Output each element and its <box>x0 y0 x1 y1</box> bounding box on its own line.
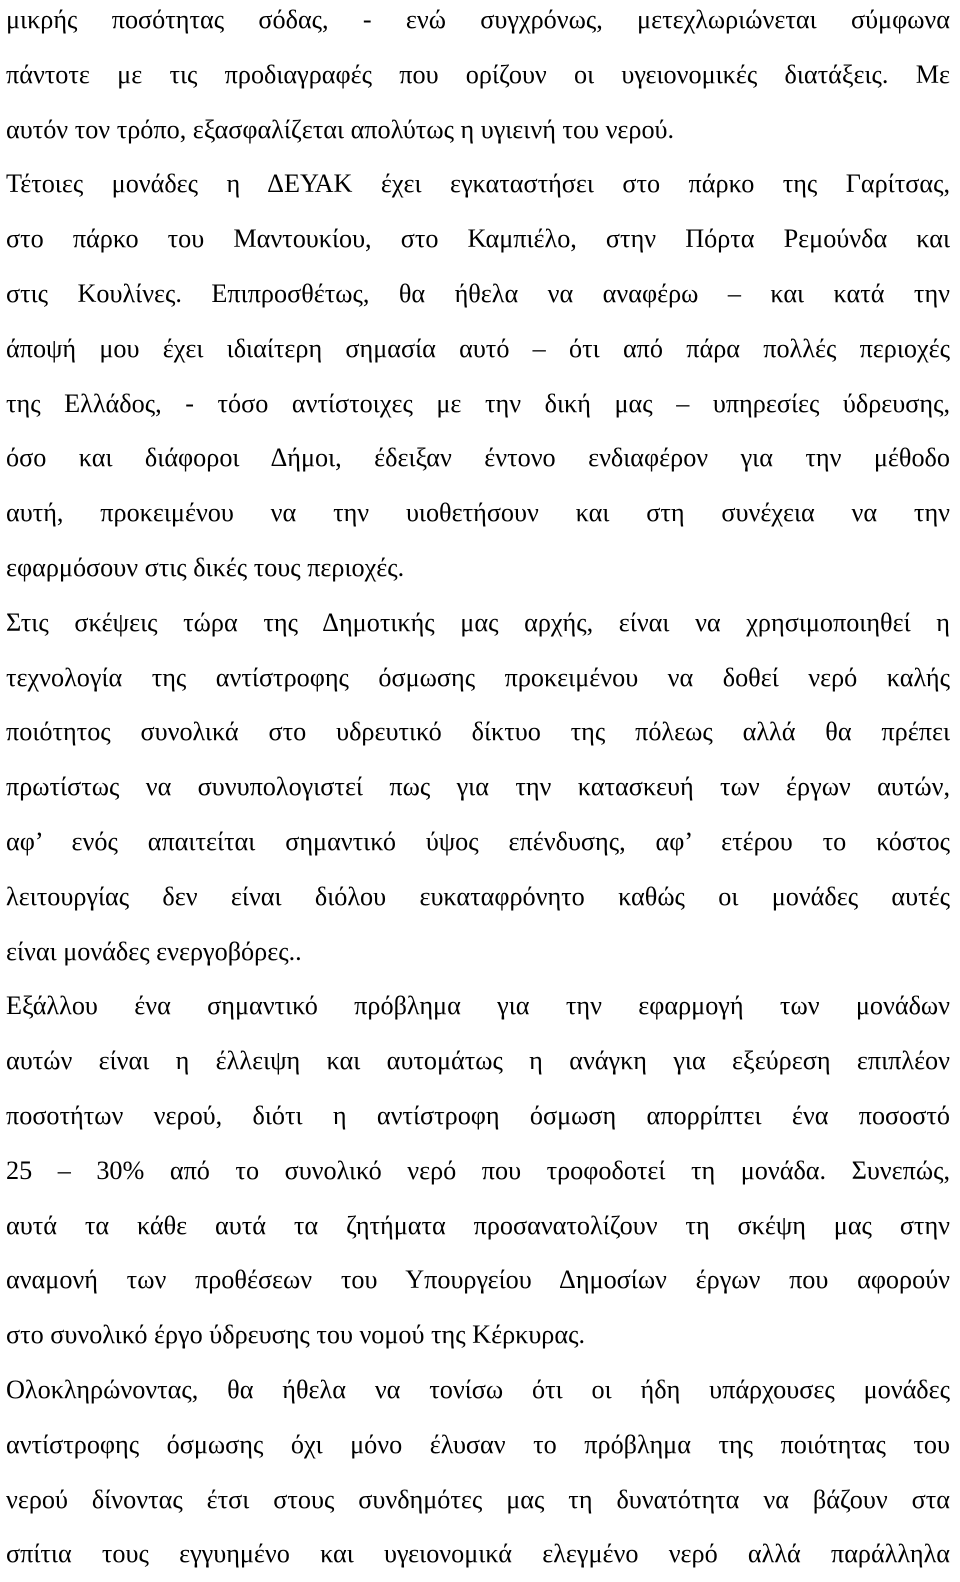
text-line: Στις σκέψεις τώρα της Δημοτικής μας αρχής, είναι να χρησιμοποιηθεί η <box>6 607 950 637</box>
text-line: άποψή μου έχει ιδιαίτερη σημασία αυτό – ότι από πάρα πολλές περιοχές <box>6 333 950 363</box>
text-line: πάντοτε με τις προδιαγραφές που ορίζουν οι υγειονομικές διατάξεις. Με <box>6 59 950 89</box>
text-line: πρωτίστως να συνυπολογιστεί πως για την κατασκευή των έργων αυτών, <box>6 772 950 802</box>
text-line: αναμονή των προθέσεων του Υπουργείου Δημοσίων έργων που αφορούν <box>6 1265 950 1295</box>
text-line: στο συνολικό έργο ύδρευσης του νομού της Κέρκυρας. <box>6 1320 586 1350</box>
text-line: της Ελλάδος, - τόσο αντίστοιχες με την δική μας – υπηρεσίες ύδρευσης, <box>6 388 950 418</box>
text-line: αφ’ ενός απαιτείται σημαντικό ύψος επένδυσης, αφ’ ετέρου το κόστος <box>6 826 950 856</box>
text-line: αντίστροφης όσμωσης όχι μόνο έλυσαν το πρόβλημα της ποιότητας του <box>6 1429 950 1459</box>
text-line: 25 – 30% από το συνολικό νερό που τροφοδοτεί τη μονάδα. Συνεπώς, <box>6 1155 950 1185</box>
text-line: νερού δίνοντας έτσι στους συνδημότες μας τη δυνατότητα να βάζουν στα <box>6 1484 950 1514</box>
text-line: Τέτοιες μονάδες η ΔΕΥΑΚ έχει εγκαταστήσει στο πάρκο της Γαρίτσας, <box>6 169 950 199</box>
text-line: ποιότητος συνολικά στο υδρευτικό δίκτυο της πόλεως αλλά θα πρέπει <box>6 717 950 747</box>
text-line: είναι μονάδες ενεργοβόρες.. <box>6 936 302 966</box>
text-line: στο πάρκο του Μαντουκίου, στο Καμπιέλο, στην Πόρτα Ρεμούνδα και <box>6 224 950 254</box>
text-line: εφαρμόσουν στις δικές τους περιοχές. <box>6 552 405 582</box>
text-line: αυτών είναι η έλλειψη και αυτομάτως η ανάγκη για εξεύρεση επιπλέον <box>6 1046 950 1076</box>
text-line: όσο και διάφοροι Δήμοι, έδειξαν έντονο ενδιαφέρον για την μέθοδο <box>6 443 950 473</box>
text-line: λειτουργίας δεν είναι διόλου ευκαταφρόνητο καθώς οι μονάδες αυτές <box>6 881 950 911</box>
text-line: ποσοτήτων νερού, διότι η αντίστροφη όσμωση απορρίπτει ένα ποσοστό <box>6 1100 950 1130</box>
text-line: αυτά τα κάθε αυτά τα ζητήματα προσανατολίζουν τη σκέψη μας στην <box>6 1210 950 1240</box>
text-line: αυτόν τον τρόπο, εξασφαλίζεται απολύτως η υγιεινή του νερού. <box>6 114 675 144</box>
text-line: αυτή, προκειμένου να την υιοθετήσουν και στη συνέχεια να την <box>6 498 950 528</box>
text-line: μικρής ποσότητας σόδας, - ενώ συγχρόνως, μετεχλωριώνεται σύμφωνα <box>6 5 950 34</box>
text-line: τεχνολογία της αντίστροφης όσμωσης προκειμένου να δοθεί νερό καλής <box>6 662 950 692</box>
document-page <box>6 0 950 1582</box>
text-line: Ολοκληρώνοντας, θα ήθελα να τονίσω ότι οι ήδη υπάρχουσες μονάδες <box>6 1374 950 1404</box>
text-line: σπίτια τους εγγυημένο και υγειονομικά ελεγμένο νερό αλλά παράλληλα <box>6 1539 950 1569</box>
text-line: Εξάλλου ένα σημαντικό πρόβλημα για την εφαρμογή των μονάδων <box>6 991 950 1021</box>
text-line: στις Κουλίνες. Επιπροσθέτως, θα ήθελα να αναφέρω – και κατά την <box>6 278 950 308</box>
